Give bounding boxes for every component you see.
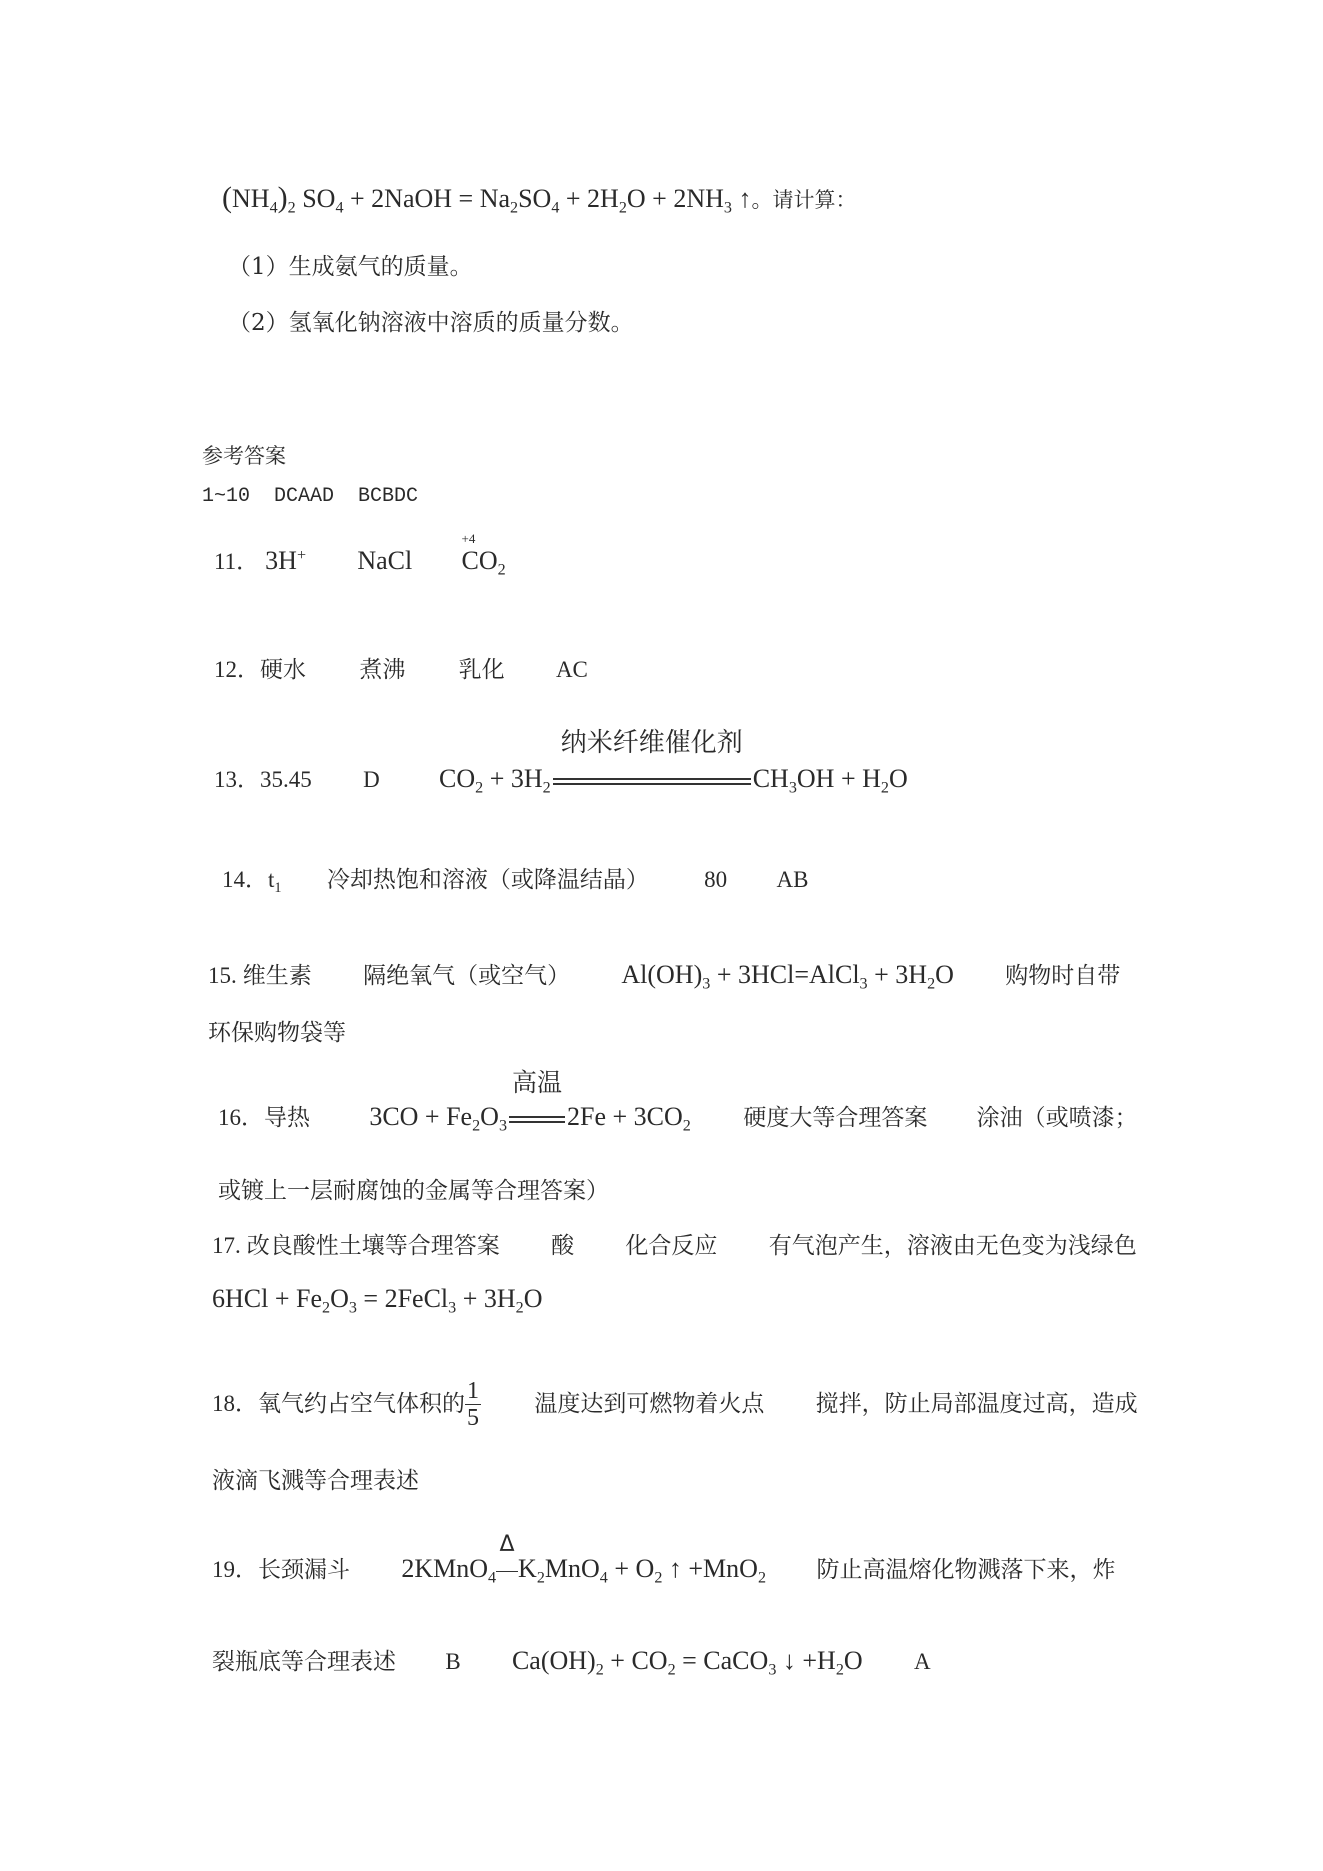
equation-15: $Al(OH)_3$ + 3HCl=AlCl$_3$ + $3H_2O$	[621, 960, 954, 993]
oxidation-state: +4	[461, 531, 476, 546]
problem-equation: $(NH_4)_2$ $SO_4$ + 2NaOH = $Na_2SO_4 + 2H_2O + 2NH_3$ ↑。请计算：	[222, 181, 857, 217]
answer-15-line2: 环保购物袋等	[208, 1020, 346, 1046]
fraction-one-fifth: $\frac{1}{5}$	[467, 1378, 479, 1432]
answer-18-line2: 液滴飞溅等合理表述	[212, 1468, 419, 1494]
heat-symbol: Δ	[499, 1532, 515, 1557]
answer-18: 18．氧气约占空气体积的 $\frac{1}{5}$ 温度达到可燃物着火点 搅拌，防止局部温度过高，造成	[212, 1378, 1138, 1432]
answer-15: 15. 维生素 隔绝氧气（或空气） $Al(OH)_3$ + 3HCl=AlCl$_3$ + $3H_2O$ 购物时自带	[208, 960, 1121, 993]
question-1: （1）生成氨气的质量。	[228, 254, 473, 280]
equation-17: $6HCl + Fe_2O_3$ = 2FeCl$_3$ + $3H_2O$	[212, 1284, 543, 1317]
reaction-condition: 纳米纤维催化剂	[560, 728, 743, 758]
equation-16: $3CO + Fe_2O_3$ 高温 $2Fe + 3CO_2$	[369, 1068, 691, 1135]
answer-16: 16．导热 $3CO + Fe_2O_3$ 高温 $2Fe + 3CO_2$ 硬度大等合理答案 涂油（或喷漆；	[218, 1068, 1138, 1135]
question-2: （2）氢氧化钠溶液中溶质的质量分数。	[228, 310, 634, 336]
answer-19: 19．长颈漏斗 2KMnO$_4$ Δ $K_2MnO_4 + O_2$ ↑ +MnO$_2$ 防止高温熔化物溅落下来，炸	[212, 1532, 1116, 1587]
answer-13: 13．35.45 D $CO_2 + 3H_2$ 纳米纤维催化剂 $CH_3OH + H_2O$	[214, 728, 908, 797]
answer-12: 12．硬水 煮沸 乳化 AC	[214, 657, 588, 683]
answer-19-line2: 裂瓶底等合理表述 B $Ca(OH)_2 + CO_2$ = CaCO$_3$ ↓ $+H_2O$ A	[212, 1646, 931, 1679]
answer-17: 17. 改良酸性土壤等合理答案 酸 化合反应 有气泡产生，溶液由无色变为浅绿色	[212, 1233, 1137, 1259]
equation-13: $CO_2 + 3H_2$ 纳米纤维催化剂 $CH_3OH + H_2O$	[439, 728, 908, 797]
answer-title: 参考答案	[202, 444, 286, 468]
equation-19: 2KMnO$_4$ Δ $K_2MnO_4 + O_2$ ↑ +MnO$_2$	[401, 1532, 766, 1587]
multiple-choice-answers: 1~10 DCAAD BCBDC	[202, 485, 419, 508]
answer-11-number: 11．	[214, 549, 260, 574]
reaction-condition: 高温	[511, 1068, 562, 1097]
answer-11: 11． 3H+ NaCl +4 $CO_2$	[214, 531, 506, 579]
answer-14: 14．$t_1$ 冷却热饱和溶液（或降温结晶） 80 AB	[222, 867, 809, 896]
problem-equation-suffix: 。请计算：	[751, 188, 857, 212]
answer-16-line2: 或镀上一层耐腐蚀的金属等合理答案）	[218, 1178, 609, 1204]
equation-19b: $Ca(OH)_2 + CO_2$ = CaCO$_3$ ↓ $+H_2O$	[511, 1646, 863, 1679]
